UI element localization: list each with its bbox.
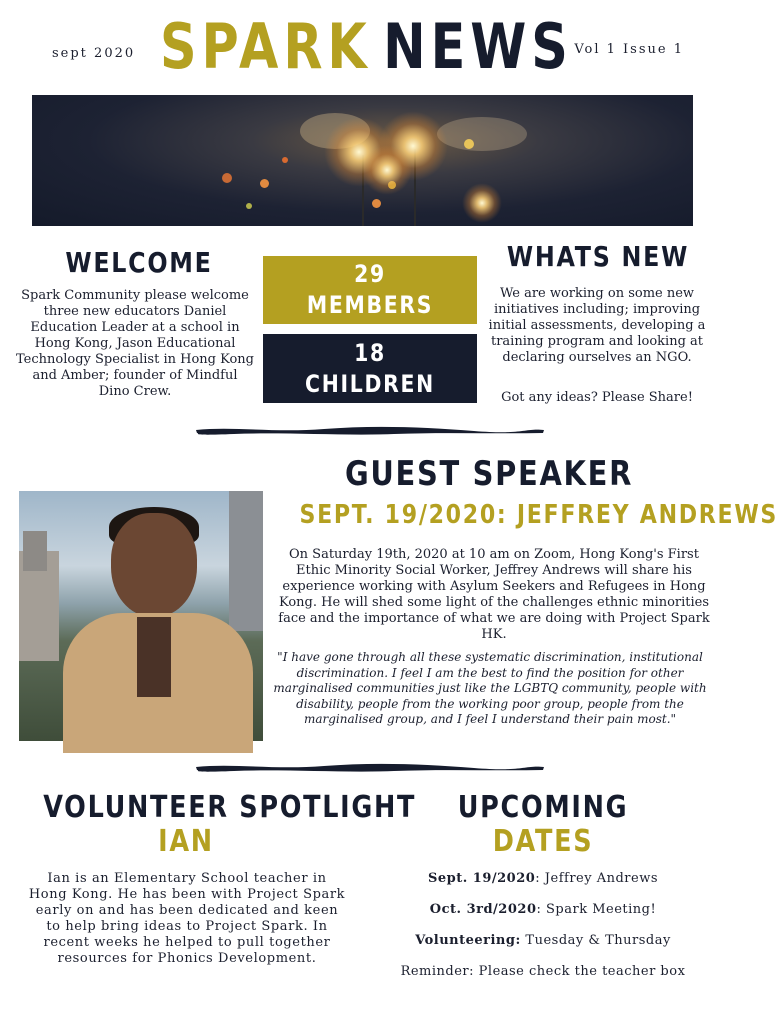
guest-speaker-photo bbox=[19, 491, 263, 741]
guest-speaker-quote: "I have gone through all these systematic discrimination, institutional discrimination. I feel I am the best to find the position for other marginalised communities just like the LGBTQ community, people with disability, people from the working poor group, people from the marginalised group, and I feel I understand their pain most." bbox=[273, 650, 707, 726]
upcoming-item bbox=[380, 933, 706, 948]
welcome-heading: WELCOME bbox=[65, 246, 213, 279]
upcoming-heading: UPCOMING bbox=[457, 790, 629, 825]
issue-date: sept 2020 bbox=[52, 46, 136, 61]
volunteer-body: Ian is an Elementary School teacher in Hong Kong. He has been with Project Spark early on and has been dedicated and keen to help bring ideas to Project Spark. In recent weeks he helped to pull together resources for Phonics Development. bbox=[28, 871, 346, 966]
upcoming-item bbox=[380, 871, 706, 886]
brush-divider bbox=[194, 424, 546, 436]
guest-speaker-body: On Saturday 19th, 2020 at 10 am on Zoom, Hong Kong's First Ethic Minority Social Worker, Jeffrey Andrews will share his experience working with Asylum Seekers and Refugees in Hong Kong. He will shed some light of the challenges ethnic minorities face and the importance of what we are doing with Project Spark HK. bbox=[278, 547, 710, 642]
guest-speaker-subheading: SEPT. 19/2020: JEFFREY ANDREWS bbox=[299, 500, 778, 530]
masthead-word-news: NEWS bbox=[383, 10, 573, 83]
upcoming-item-label: Volunteering: bbox=[415, 933, 521, 948]
upcoming-item-text: : Spark Meeting! bbox=[536, 902, 657, 917]
volunteer-name: IAN bbox=[158, 824, 214, 859]
volunteer-spotlight-heading: VOLUNTEER SPOTLIGHT bbox=[43, 790, 417, 825]
upcoming-reminder: Reminder: Please check the teacher box bbox=[400, 964, 686, 979]
members-label: MEMBERS bbox=[306, 291, 434, 319]
members-stat-box bbox=[263, 256, 477, 324]
children-label: CHILDREN bbox=[305, 370, 435, 398]
children-count: 18 bbox=[354, 339, 386, 367]
issue-number: Vol 1 Issue 1 bbox=[574, 42, 684, 57]
brush-divider bbox=[194, 761, 546, 773]
upcoming-dates-heading: DATES bbox=[492, 824, 594, 859]
whats-new-heading: WHATS NEW bbox=[506, 240, 690, 273]
masthead-title bbox=[160, 10, 573, 83]
upcoming-item-text: Tuesday & Thursday bbox=[520, 933, 671, 948]
upcoming-item bbox=[380, 902, 706, 917]
guest-speaker-heading: GUEST SPEAKER bbox=[344, 454, 634, 494]
whats-new-body: We are working on some new initiatives including; improving initial assessments, developing a training program and looking at declaring ourselves an NGO. bbox=[488, 286, 706, 365]
upcoming-item-label: Sept. 19/2020 bbox=[427, 871, 536, 886]
upcoming-item-label: Oct. 3rd/2020 bbox=[429, 902, 537, 917]
upcoming-item-text: : Jeffrey Andrews bbox=[535, 871, 659, 886]
children-stat-box bbox=[263, 334, 477, 403]
members-count: 29 bbox=[354, 260, 386, 288]
whats-new-cta: Got any ideas? Please Share! bbox=[501, 390, 693, 405]
welcome-body: Spark Community please welcome three new educators Daniel Education Leader at a school in Hong Kong, Jason Educational Technology Specialist in Hong Kong and Amber; founder of Mindful Dino Crew. bbox=[16, 288, 254, 399]
sparklers-hero-image bbox=[32, 95, 693, 226]
masthead-word-spark: SPARK bbox=[160, 10, 372, 83]
